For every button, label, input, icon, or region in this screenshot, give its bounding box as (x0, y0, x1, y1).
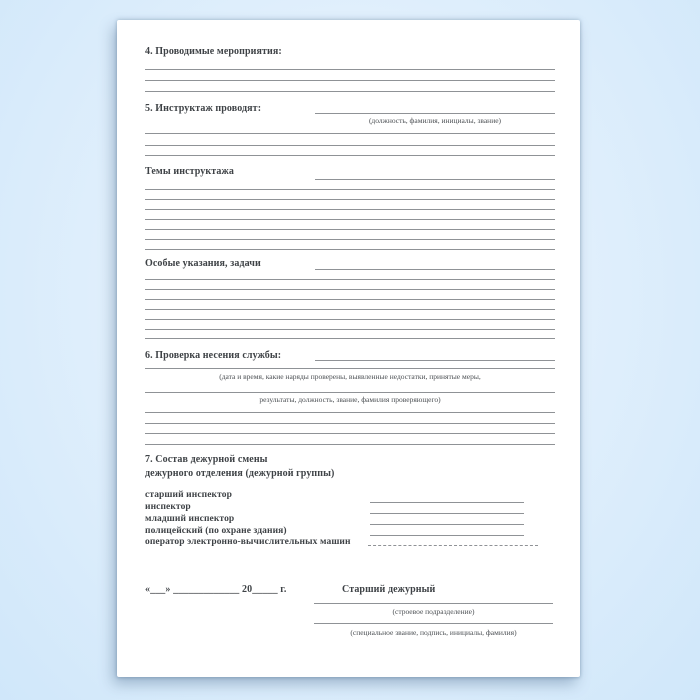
section6-caption-line1: (дата и время, какие наряды проверены, выявленные недостатки, принятые меры, (219, 372, 481, 381)
role-label-policeman: полицейский (по охране здания) (145, 526, 287, 536)
blank-line (314, 623, 553, 624)
blank-line (315, 269, 555, 270)
blank-line (145, 444, 555, 445)
blank-line (370, 535, 524, 536)
blank-line (145, 80, 555, 81)
blank-line (368, 545, 538, 546)
role-label-junior-inspector: младший инспектор (145, 514, 235, 524)
blank-line (145, 189, 555, 190)
blank-line (145, 145, 555, 146)
blank-line (145, 249, 555, 250)
signature-caption: (специальное звание, подпись, инициалы, фамилия) (350, 628, 517, 637)
blank-line (145, 279, 555, 280)
section5-title: 5. Инструктаж проводят: (145, 103, 262, 114)
blank-line (145, 219, 555, 220)
section7-title (145, 453, 335, 481)
blank-line (370, 502, 524, 503)
blank-line (315, 113, 555, 114)
blank-line (145, 229, 555, 230)
blank-line (145, 329, 555, 330)
date-blank: «___» _____________ 20_____ г. (145, 584, 287, 595)
section6-caption-line2: результаты, должность, звание, фамилия проверяющего) (259, 395, 441, 404)
section7-title-line1: 7. Состав дежурной смены (145, 454, 268, 465)
blank-line (370, 524, 524, 525)
topics-label: Темы инструктажа (145, 166, 234, 177)
blank-line (315, 360, 555, 361)
blank-line (145, 91, 555, 92)
section4-title: 4. Проводимые мероприятия: (145, 46, 282, 57)
blank-line (145, 338, 555, 339)
blank-line (145, 69, 555, 70)
blank-line (145, 368, 555, 369)
blank-line (315, 179, 555, 180)
role-label-inspector: инспектор (145, 502, 191, 512)
blank-line (145, 423, 555, 424)
section5-caption: (должность, фамилия, инициалы, звание) (368, 116, 502, 125)
blank-line (145, 209, 555, 210)
special-label: Особые указания, задачи (145, 258, 261, 269)
blank-line (145, 289, 555, 290)
blank-line (145, 155, 555, 156)
blank-line (145, 299, 555, 300)
section6-title: 6. Проверка несения службы: (145, 350, 282, 361)
blank-line (370, 513, 524, 514)
signer-title: Старший дежурный (342, 584, 436, 595)
role-label-computer-operator: оператор электронно-вычислительных машин (145, 537, 351, 547)
document-page (117, 20, 580, 677)
blank-line (314, 603, 553, 604)
role-label-senior-inspector: старший инспектор (145, 490, 232, 500)
blank-line (145, 319, 555, 320)
unit-caption: (строевое подразделение) (392, 607, 475, 616)
blank-line (145, 433, 555, 434)
section7-title-line2: дежурного отделения (дежурной группы) (145, 468, 335, 479)
blank-line (145, 133, 555, 134)
blank-line (145, 392, 555, 393)
blank-line (145, 309, 555, 310)
blank-line (145, 412, 555, 413)
blank-line (145, 199, 555, 200)
blank-line (145, 239, 555, 240)
